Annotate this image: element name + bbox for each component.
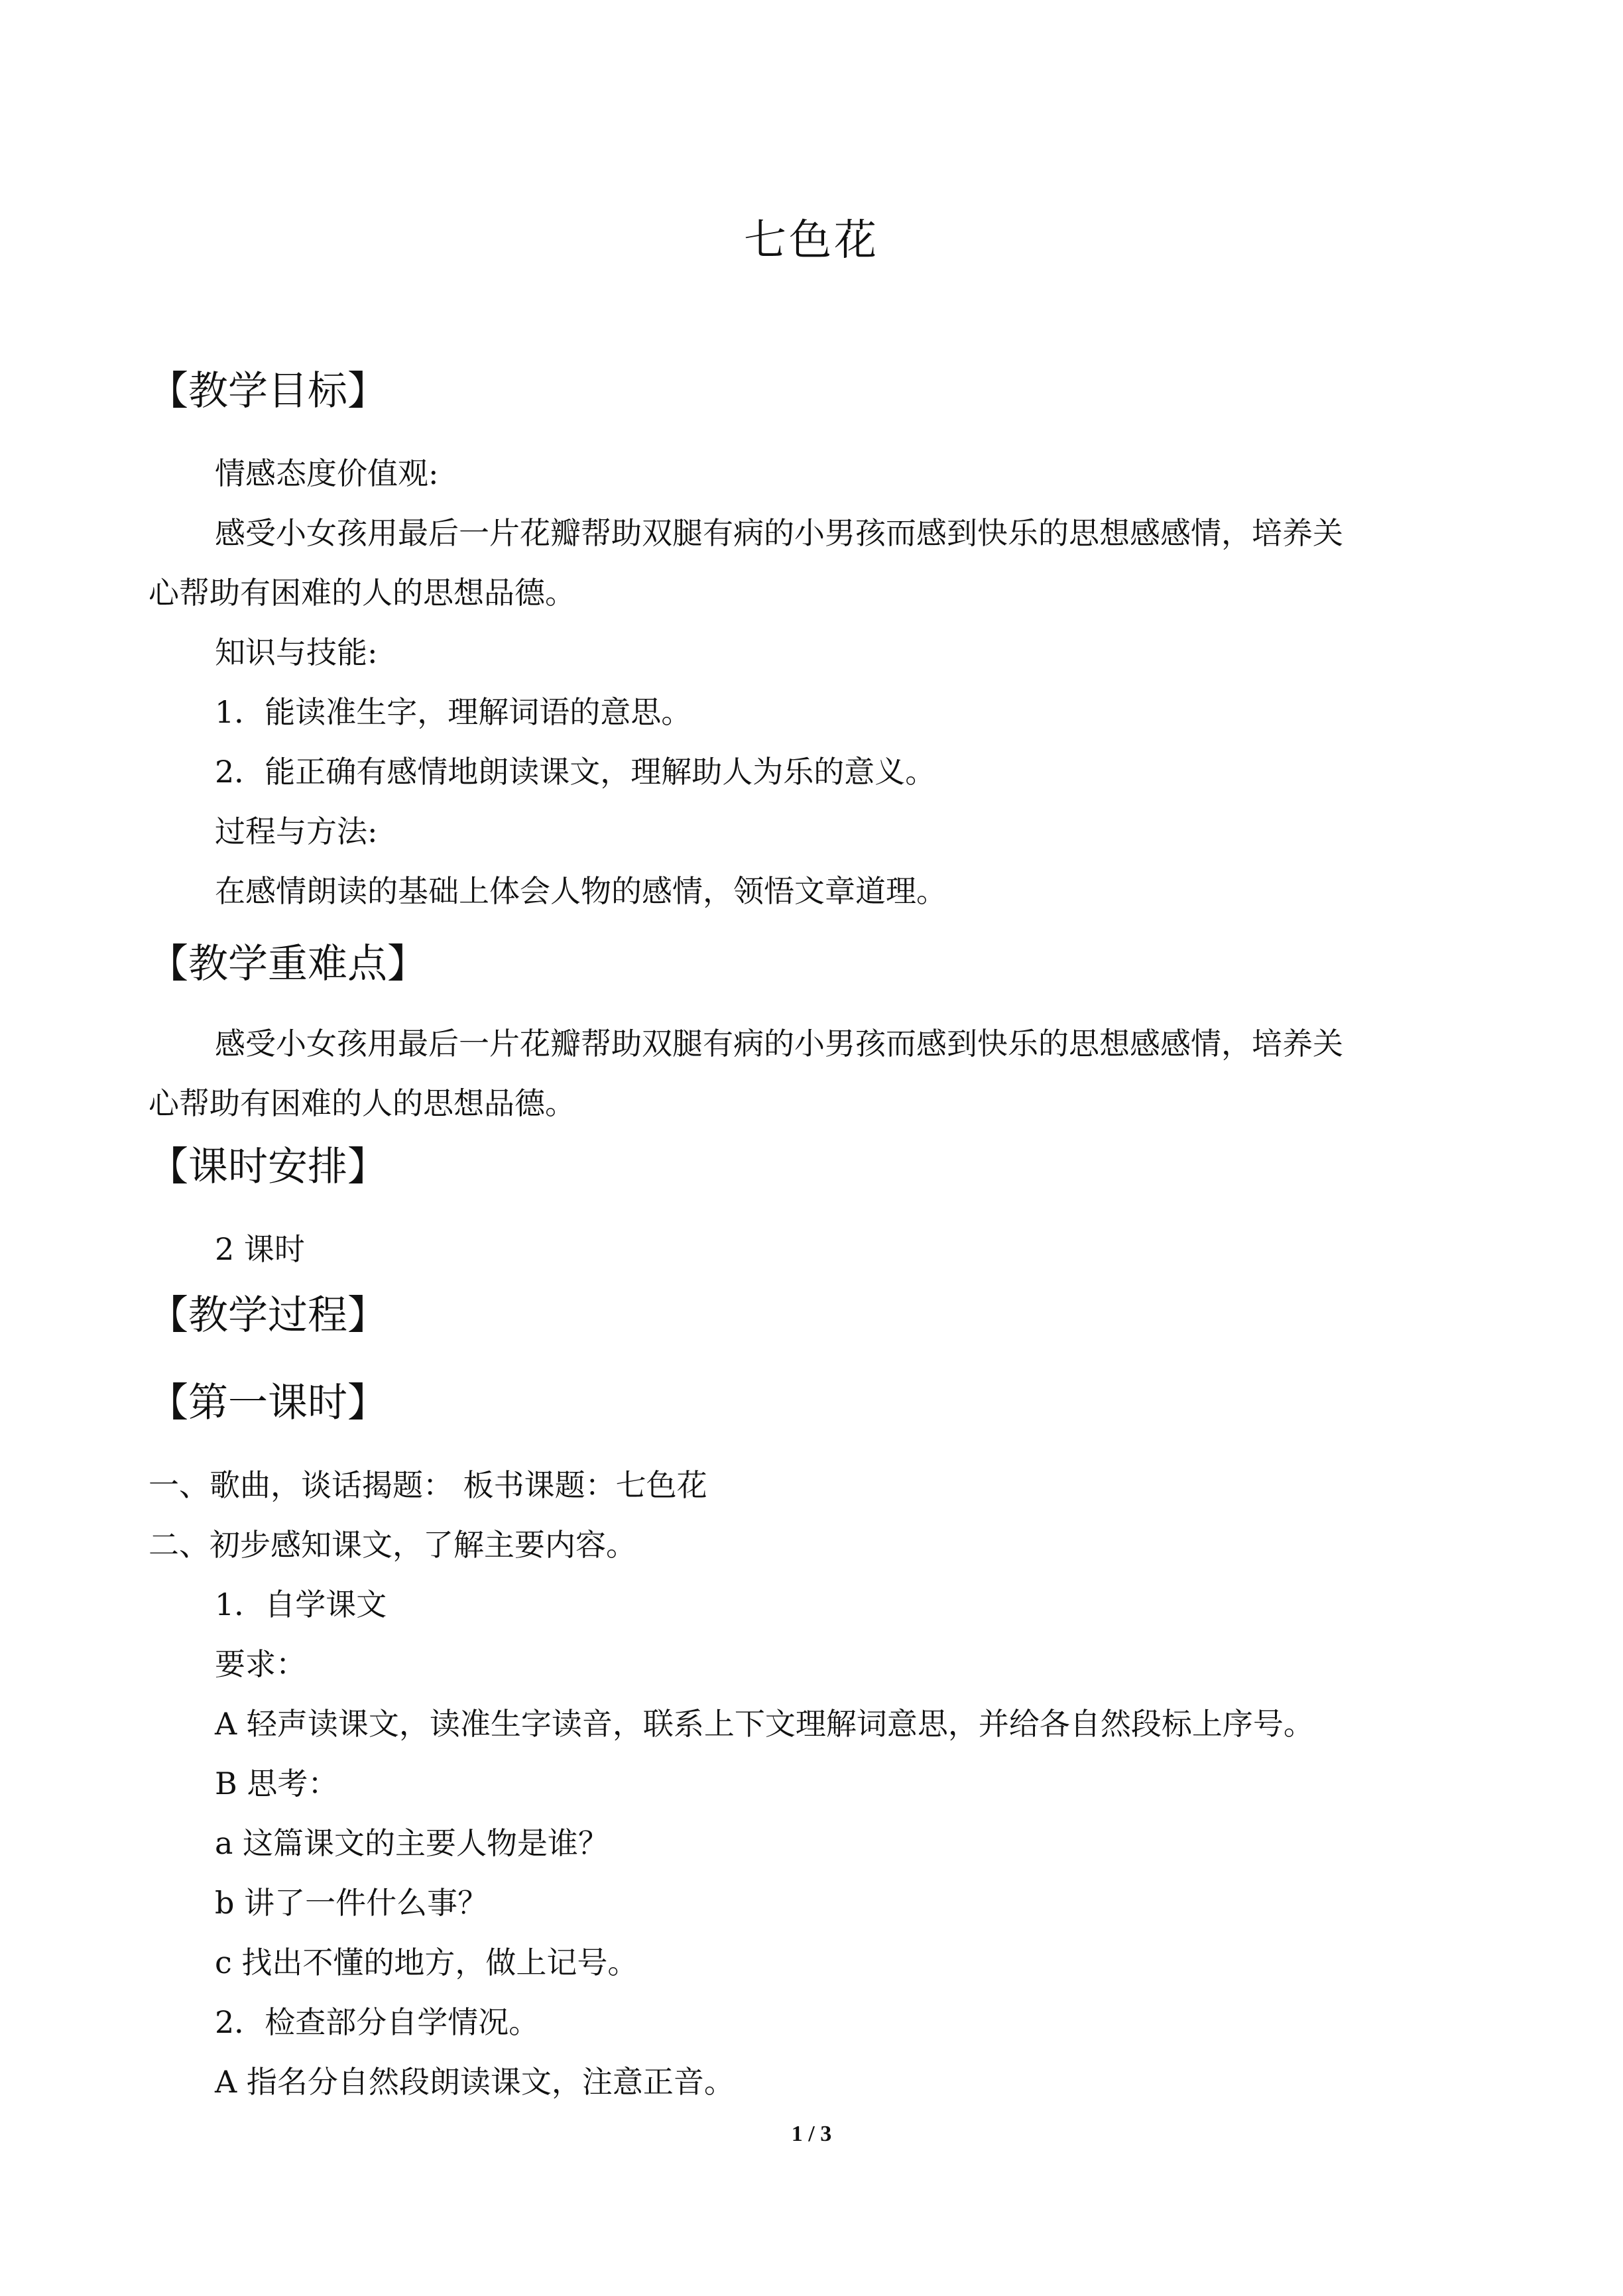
- process-method-label: 过程与方法:: [215, 814, 378, 849]
- question-c: c 找出不懂的地方，做上记号。: [215, 1945, 638, 1980]
- key-text-line-2: 心帮助有困难的人的思想品德。: [149, 1085, 575, 1121]
- emotion-text-line-1: 感受小女孩用最后一片花瓣帮助双腿有病的小男孩而感到快乐的思想感感情，培养关: [215, 515, 1343, 551]
- requirement-a: A 轻声读课文，读准生字读音，联系上下文理解词意思，并给各自然段标上序号。: [215, 1706, 1314, 1742]
- schedule-text: 2 课时: [215, 1231, 305, 1267]
- heading-key-difficulties: 【教学重难点】: [149, 941, 427, 987]
- question-a: a 这篇课文的主要人物是谁？: [215, 1825, 609, 1861]
- skill-item-2: 2．能正确有感情地朗读课文，理解助人为乐的意义。: [215, 754, 936, 790]
- emotion-label: 情感态度价值观:: [215, 455, 439, 491]
- heading-teaching-process: 【教学过程】: [149, 1292, 387, 1339]
- question-b: b 讲了一件什么事？: [215, 1885, 489, 1921]
- skills-label: 知识与技能:: [215, 634, 378, 670]
- skill-item-1: 1．能读准生字，理解词语的意思。: [215, 694, 692, 730]
- sub-step-2: 2．检查部分自学情况。: [215, 2004, 540, 2040]
- heading-teaching-goals: 【教学目标】: [149, 368, 387, 414]
- page-number: 1 / 3: [791, 2122, 832, 2146]
- sub-step-1: 1．自学课文: [215, 1587, 387, 1622]
- heading-schedule: 【课时安排】: [149, 1144, 387, 1190]
- heading-lesson-one: 【第一课时】: [149, 1380, 387, 1426]
- key-text-line-1: 感受小女孩用最后一片花瓣帮助双腿有病的小男孩而感到快乐的思想感感情，培养关: [215, 1026, 1343, 1061]
- emotion-text-line-2: 心帮助有困难的人的思想品德。: [149, 575, 575, 611]
- check-a: A 指名分自然段朗读课文，注意正音。: [215, 2064, 735, 2100]
- requirements-label: 要求：: [215, 1646, 306, 1682]
- requirement-b: B 思考：: [215, 1766, 339, 1801]
- step-one: 一、歌曲，谈话揭题： 板书课题：七色花: [149, 1467, 707, 1503]
- page-title: 七色花: [744, 216, 879, 265]
- step-two: 二、初步感知课文，了解主要内容。: [149, 1527, 636, 1563]
- process-method-text: 在感情朗读的基础上体会人物的感情，领悟文章道理。: [215, 873, 947, 909]
